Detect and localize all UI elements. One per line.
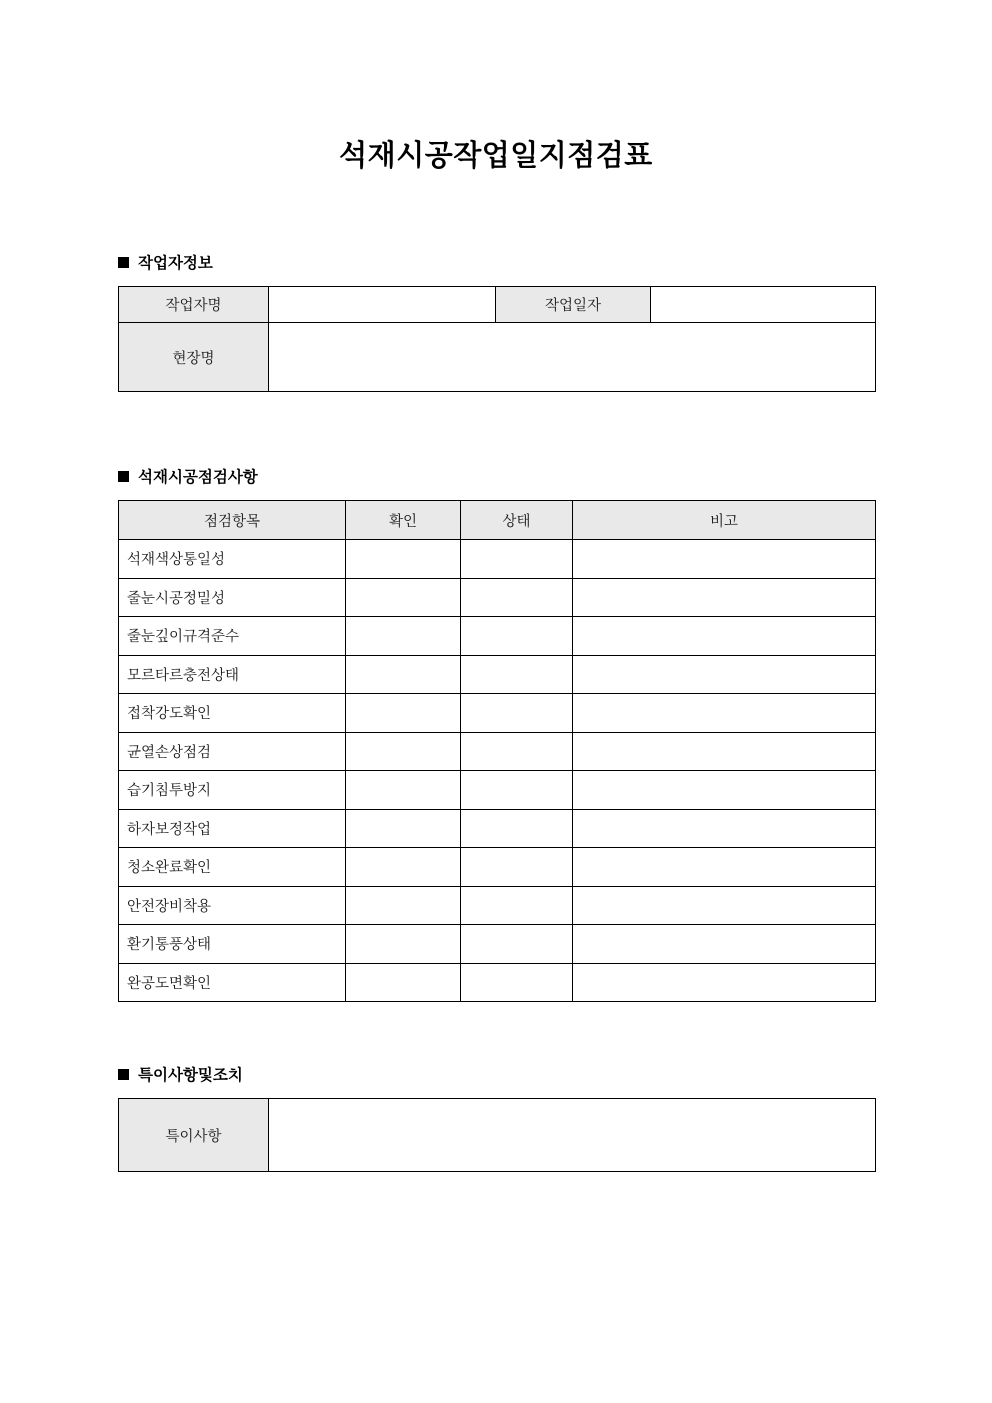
inspection-checklist-body — [119, 540, 876, 1002]
checklist-item-label: 습기침투방지 — [119, 771, 346, 810]
section-heading-label: 특이사항및조치 — [138, 1066, 243, 1084]
checklist-check-cell[interactable] — [346, 732, 461, 771]
checklist-status-cell[interactable] — [461, 809, 573, 848]
column-header-check: 확인 — [346, 501, 461, 540]
table-row — [119, 323, 876, 392]
black-square-bullet-icon — [118, 471, 129, 482]
checklist-status-cell[interactable] — [461, 925, 573, 964]
table-row — [119, 963, 876, 1002]
checklist-item-label: 모르타르충전상태 — [119, 655, 346, 694]
checklist-check-cell[interactable] — [346, 886, 461, 925]
checklist-check-cell[interactable] — [346, 617, 461, 656]
column-header-status: 상태 — [461, 501, 573, 540]
checklist-note-cell[interactable] — [573, 848, 876, 887]
checklist-note-cell[interactable] — [573, 694, 876, 733]
checklist-item-label: 청소완료확인 — [119, 848, 346, 887]
table-row — [119, 1099, 876, 1172]
site-name-field[interactable] — [269, 323, 876, 392]
table-row — [119, 925, 876, 964]
checklist-item-label: 하자보정작업 — [119, 809, 346, 848]
checklist-check-cell[interactable] — [346, 578, 461, 617]
checklist-status-cell[interactable] — [461, 694, 573, 733]
site-name-label: 현장명 — [119, 323, 269, 392]
column-header-note: 비고 — [573, 501, 876, 540]
checklist-note-cell[interactable] — [573, 771, 876, 810]
table-row — [119, 617, 876, 656]
checklist-item-label: 안전장비착용 — [119, 886, 346, 925]
table-row — [119, 809, 876, 848]
checklist-item-label: 석재색상통일성 — [119, 540, 346, 579]
checklist-note-cell[interactable] — [573, 617, 876, 656]
black-square-bullet-icon — [118, 257, 129, 268]
worker-name-field[interactable] — [269, 287, 496, 323]
table-row — [119, 848, 876, 887]
table-row — [119, 694, 876, 733]
table-row — [119, 886, 876, 925]
checklist-status-cell[interactable] — [461, 617, 573, 656]
checklist-check-cell[interactable] — [346, 771, 461, 810]
checklist-item-label: 환기통풍상태 — [119, 925, 346, 964]
checklist-status-cell[interactable] — [461, 732, 573, 771]
checklist-check-cell[interactable] — [346, 848, 461, 887]
table-row — [119, 771, 876, 810]
work-date-label: 작업일자 — [496, 287, 651, 323]
table-header-row — [119, 501, 876, 540]
checklist-item-label: 접착강도확인 — [119, 694, 346, 733]
checklist-item-label: 균열손상점검 — [119, 732, 346, 771]
table-row — [119, 655, 876, 694]
section-worker-info — [118, 252, 875, 392]
checklist-note-cell[interactable] — [573, 886, 876, 925]
page-title: 석재시공작업일지점검표 — [339, 138, 653, 172]
checklist-status-cell[interactable] — [461, 963, 573, 1002]
checklist-check-cell[interactable] — [346, 655, 461, 694]
remarks-table — [118, 1098, 876, 1172]
checklist-item-label: 줄눈깊이규격준수 — [119, 617, 346, 656]
checklist-check-cell[interactable] — [346, 925, 461, 964]
section-heading-label: 석재시공점검사항 — [138, 468, 258, 486]
checklist-status-cell[interactable] — [461, 540, 573, 579]
checklist-note-cell[interactable] — [573, 540, 876, 579]
checklist-note-cell[interactable] — [573, 925, 876, 964]
checklist-note-cell[interactable] — [573, 578, 876, 617]
table-row — [119, 287, 876, 323]
column-header-item: 점검항목 — [119, 501, 346, 540]
table-row — [119, 732, 876, 771]
checklist-check-cell[interactable] — [346, 809, 461, 848]
remarks-label: 특이사항 — [119, 1099, 269, 1172]
remarks-field[interactable] — [269, 1099, 876, 1172]
checklist-status-cell[interactable] — [461, 578, 573, 617]
checklist-item-label: 줄눈시공정밀성 — [119, 578, 346, 617]
checklist-status-cell[interactable] — [461, 886, 573, 925]
checklist-status-cell[interactable] — [461, 771, 573, 810]
section-heading-remarks — [118, 1064, 875, 1084]
table-row — [119, 578, 876, 617]
worker-name-label: 작업자명 — [119, 287, 269, 323]
checklist-status-cell[interactable] — [461, 848, 573, 887]
checklist-status-cell[interactable] — [461, 655, 573, 694]
checklist-check-cell[interactable] — [346, 540, 461, 579]
work-date-field[interactable] — [651, 287, 876, 323]
section-heading-label: 작업자정보 — [138, 254, 213, 272]
checklist-check-cell[interactable] — [346, 963, 461, 1002]
checklist-note-cell[interactable] — [573, 809, 876, 848]
checklist-note-cell[interactable] — [573, 732, 876, 771]
section-remarks — [118, 1064, 875, 1172]
checklist-note-cell[interactable] — [573, 963, 876, 1002]
section-inspection — [118, 466, 875, 1002]
checklist-note-cell[interactable] — [573, 655, 876, 694]
black-square-bullet-icon — [118, 1069, 129, 1080]
checklist-check-cell[interactable] — [346, 694, 461, 733]
checklist-item-label: 완공도면확인 — [119, 963, 346, 1002]
table-row — [119, 540, 876, 579]
inspection-checklist-table — [118, 500, 876, 1002]
section-heading-worker-info — [118, 252, 875, 272]
section-heading-inspection — [118, 466, 875, 486]
worker-info-table — [118, 286, 876, 392]
